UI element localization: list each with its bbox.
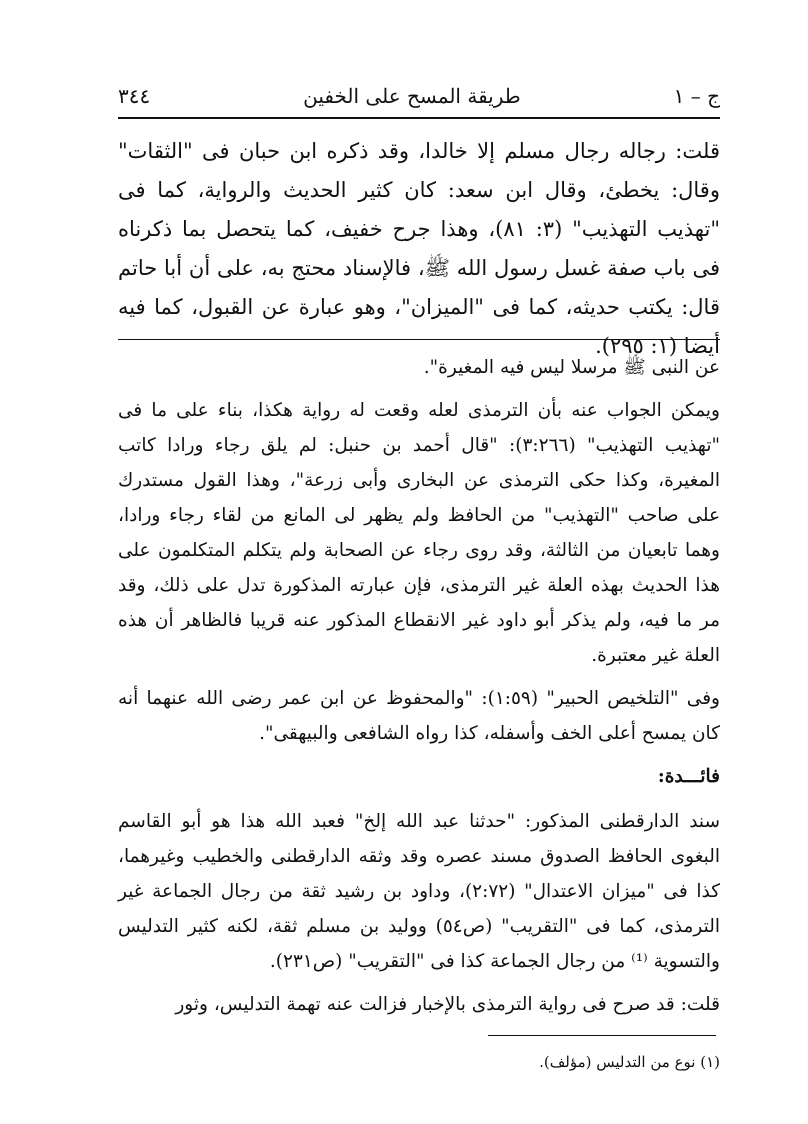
paragraph-2: ويمكن الجواب عنه بأن الترمذى لعله وقعت له رواية هكذا، بناء على ما فى "تهذيب التهذيب" (٣:٢٦٦): "قال أحمد بن حنبل: لم يلق رجاء ورادا كاتب المغيرة، وكذا حكى الترمذى عن البخارى وأبى زرعة"، وهذا القول مستدرك على صاحب "التهذيب" من الحافظ ولم يظهر لى المانع من لقاء رجاء ورادا، وهما تابعيان من الثالثة، وقد روى رجاء عن الصحابة ولم يتكلم المتكلمون على هذا الحديث بهذه العلة غير الترمذى، فإن عبارته المذكورة تدل على ذلك، وقد مر ما فيه، ولم يذكر أبو داود غير الانقطاع المذكور عنه قريبا فالظاهر أن هذه العلة غير معتبرة. — [118, 400, 720, 666]
page-number: ٣٤٤ — [118, 84, 151, 108]
paragraph-3: وفى "التلخيص الحبير" (١:٥٩): "والمحفوظ عن ابن عمر رضى الله عنهما أنه كان يمسح أعلى الخف وأسفله، كذا رواه الشافعى والبيهقى". — [118, 688, 720, 744]
paragraph-4: سند الدارقطنى المذكور: "حدثنا عبد الله إلخ" فعبد الله هذا هو أبو القاسم البغوى الحافظ الصدوق مسند عصره وقد وثقه الدارقطنى والخطيب وغيرهما، كذا فى "ميزان الاعتدال" (٢:٧٢)، وداود بن رشيد ثقة من رجال الجماعة غير الترمذى، كما فى "التقريب" (ص٥٤) ووليد بن مسلم ثقة، لكنه كثير التدليس والتسوية ⁽¹⁾ من رجال الجماعة كذا فى "التقريب" (ص٢٣١). — [118, 811, 721, 972]
upper-paragraph: قلت: رجاله رجال مسلم إلا خالدا، وقد ذكره ابن حبان فى "الثقات" وقال: يخطئ، وقال ابن سعد: كان كثير الحديث والرواية، كما فى "تهذيب التهذيب" (٣: ٨١)، وهذا جرح خفيف، كما يتحصل بما ذكرناه فى باب صفة غسل رسول الله ﷺ، فالإسناد محتج به، على أن أبا حاتم قال: يكتب حديثه، كما فى "الميزان"، وهو عبارة عن القبول، كما فيه أيضا (١: ٢٩٥). — [118, 139, 720, 358]
running-title: طريقة المسح على الخفين — [303, 84, 521, 108]
lower-section — [118, 350, 720, 1030]
upper-section — [118, 132, 720, 366]
header-divider — [118, 117, 720, 119]
section-heading: فائـــدة: — [657, 766, 720, 787]
paragraph-5: قلت: قد صرح فى رواية الترمذى بالإخبار فزالت عنه تهمة التدليس، وثور — [175, 994, 720, 1015]
volume-label: ج – ١ — [673, 84, 720, 108]
footnote-text: (١) نوع من التدليس (مؤلف). — [539, 1053, 720, 1071]
footnote-divider — [488, 1035, 716, 1036]
footnote — [118, 1048, 720, 1076]
page-header — [118, 78, 720, 114]
paragraph-1: عن النبى ﷺ مرسلا ليس فيه المغيرة". — [423, 357, 720, 378]
section-divider — [118, 339, 720, 340]
